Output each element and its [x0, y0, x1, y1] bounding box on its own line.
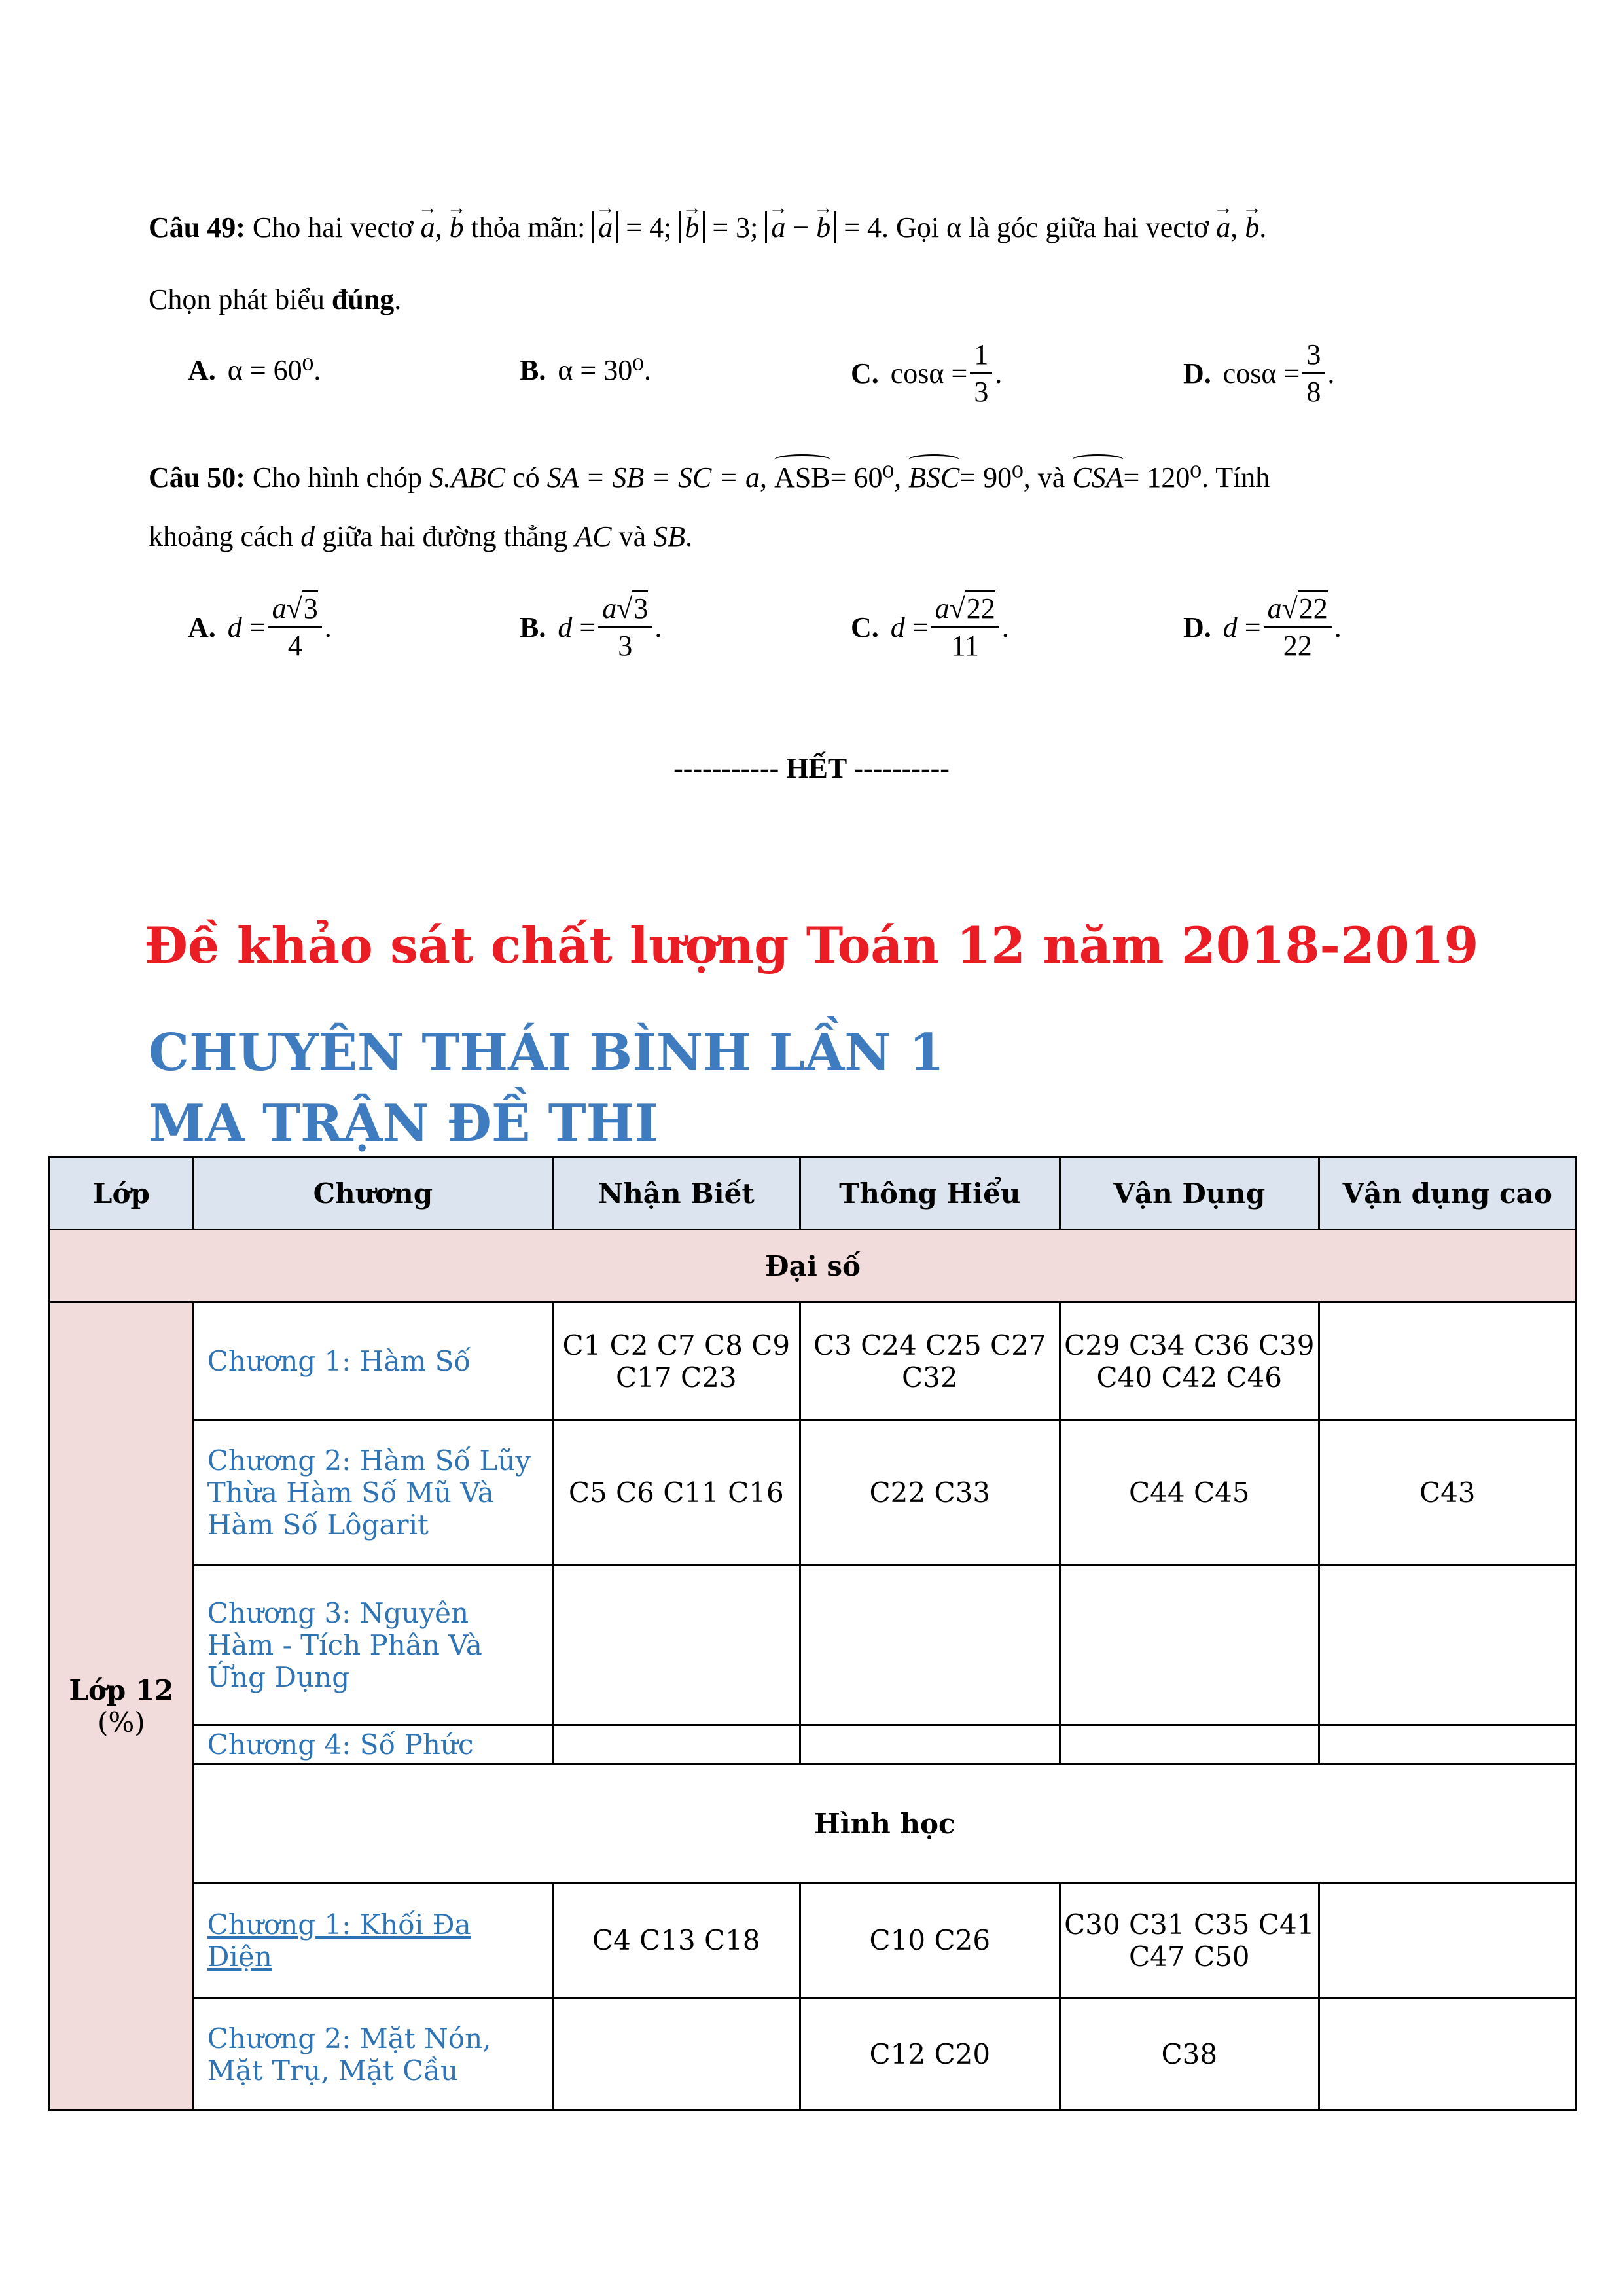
q50-option-c: C. d = $\frac{a√22}{11}$ . [851, 591, 1009, 664]
option-letter: D. [1183, 357, 1211, 389]
van-dung-cao-cell [1319, 1883, 1576, 1998]
angle-csa-value: = 120⁰ [1123, 461, 1202, 493]
question-49: Câu 49: Cho hai vectơ → a, → b thỏa mãn: → a = 4; → b = 3; → a − → b = 4. Gọi α là góc giữa hai vectơ → a, → b. [149, 208, 1497, 247]
nhan-biet-cell [553, 1998, 800, 2111]
q50-text2: có [512, 461, 540, 493]
q50-d: d [300, 520, 315, 552]
table-row [50, 1420, 1577, 1566]
thong-hieu-cell: C10 C26 [800, 1883, 1060, 1998]
q49-line2-text: Chọn phát biểu [149, 283, 332, 315]
angle-csa: CSA [1072, 458, 1123, 497]
nhan-biet-cell [553, 1566, 800, 1725]
end-marker: ----------- HẾT ---------- [673, 752, 950, 784]
van-dung-cell: C29 C34 C36 C39 C40 C42 C46 [1060, 1302, 1319, 1420]
nhan-biet-cell: C5 C6 C11 C16 [553, 1420, 800, 1566]
frac-den: 3 [974, 376, 989, 408]
thong-hieu-cell [800, 1566, 1060, 1725]
radicand: 3 [632, 590, 648, 624]
radicand: 22 [1298, 590, 1328, 624]
option-expr: α = 60⁰. [227, 354, 321, 386]
chapter-cell: Chương 4: Số Phức [193, 1725, 552, 1765]
radicand: 3 [302, 590, 318, 624]
lop-sub: (%) [98, 1706, 145, 1738]
header-van-dung-cao: Vận dụng cao [1319, 1157, 1576, 1230]
header-chuong: Chương [193, 1157, 552, 1230]
frac-a: a [1267, 592, 1282, 624]
q50-eq: SA = SB = SC = a [546, 461, 760, 493]
van-dung-cao-cell [1319, 1566, 1576, 1725]
chapter-cell: Chương 2: Mặt Nón, Mặt Trụ, Mặt Cầu [193, 1998, 552, 2111]
van-dung-cell: C44 C45 [1060, 1420, 1319, 1566]
exam-matrix-table [48, 1156, 1577, 2111]
table-row [50, 1302, 1577, 1420]
chapter-link[interactable]: Chương 1: Khối Đa Diện [207, 1908, 471, 1973]
option-expr: α = 30⁰. [558, 354, 651, 386]
table-row [50, 1725, 1577, 1765]
matrix-title: MA TRẬN ĐỀ THI [149, 1094, 658, 1153]
angle-bsc: BSC [908, 458, 959, 497]
option-letter: A. [188, 611, 216, 643]
option-letter: C. [851, 357, 879, 389]
lop-12-cell [50, 1302, 194, 2111]
exam-title: Đề khảo sát chất lượng Toán 12 năm 2018-2019 [144, 916, 1479, 975]
header-van-dung: Vận Dụng [1060, 1157, 1319, 1230]
question-50: Câu 50: Cho hình chóp S.ABC có SA = SB = SC = a, ASB= 60⁰, BSC= 90⁰, và CSA= 120⁰. Tính [149, 458, 1497, 497]
nhan-biet-cell: C4 C13 C18 [553, 1883, 800, 1998]
chapter-cell [193, 1883, 552, 1998]
van-dung-cao-cell [1319, 1302, 1576, 1420]
q50-option-b: B. d = $\frac{a√3}{3}$ . [520, 591, 662, 664]
thong-hieu-cell [800, 1725, 1060, 1765]
q50-tail: . Tính [1202, 461, 1270, 493]
section-dai-so: Đại số [50, 1230, 1577, 1302]
angle-asb: ASB [774, 458, 830, 497]
frac-den: 8 [1306, 376, 1321, 408]
q49-text2: thỏa mãn: [471, 211, 586, 243]
q50-pyramid: S.ABC [429, 461, 506, 493]
q49-bold-word: đúng [331, 283, 395, 315]
q49-text: Cho hai vectơ [252, 211, 414, 243]
q50-line2: khoảng cách d giữa hai đường thẳng AC và SB. [149, 520, 693, 552]
q50-and: , và [1023, 461, 1065, 493]
table-row [50, 1566, 1577, 1725]
thong-hieu-cell: C22 C33 [800, 1420, 1060, 1566]
q49-option-c: C. cosα = $\frac{1}{3}$ . [851, 337, 1002, 410]
nhan-biet-cell: C1 C2 C7 C8 C9 C17 C23 [553, 1302, 800, 1420]
table-row [50, 1883, 1577, 1998]
q49-text3: . Gọi α là góc giữa hai vectơ [882, 211, 1209, 243]
q50-line2-text2: giữa hai đường thẳng [322, 520, 568, 552]
q49-line2: Chọn phát biểu đúng. [149, 283, 402, 315]
van-dung-cell [1060, 1566, 1319, 1725]
q50-option-a: A. d = $\frac{a√3}{4}$ . [188, 591, 332, 664]
q50-text: Cho hình chóp [252, 461, 423, 493]
lop-label: Lớp 12 [69, 1674, 174, 1706]
van-dung-cao-cell [1319, 1998, 1576, 2111]
van-dung-cell: C38 [1060, 1998, 1319, 2111]
van-dung-cell: C30 C31 C35 C41 C47 C50 [1060, 1883, 1319, 1998]
option-letter: D. [1183, 611, 1211, 643]
nhan-biet-cell [553, 1725, 800, 1765]
q49-option-d: D. cosα = $\frac{3}{8}$ . [1183, 337, 1334, 410]
frac-a: a [935, 592, 950, 624]
angle-asb-value: = 60⁰ [830, 461, 895, 493]
section-hinh-hoc: Hình học [193, 1765, 1576, 1883]
van-dung-cao-cell: C43 [1319, 1420, 1576, 1566]
frac-den: 11 [951, 630, 979, 662]
table-header-row [50, 1157, 1577, 1230]
frac-den: 22 [1283, 630, 1312, 662]
option-expr: cosα = [1222, 357, 1300, 389]
thong-hieu-cell: C3 C24 C25 C27 C32 [800, 1302, 1060, 1420]
q50-sb: SB [653, 520, 686, 552]
frac-num: 1 [970, 337, 992, 374]
frac-den: 3 [618, 630, 633, 662]
frac-a: a [602, 592, 617, 624]
option-letter: B. [520, 354, 546, 386]
angle-bsc-value: = 90⁰ [959, 461, 1024, 493]
option-letter: B. [520, 611, 546, 643]
option-expr: cosα = [890, 357, 968, 389]
option-letter: C. [851, 611, 879, 643]
van-dung-cell [1060, 1725, 1319, 1765]
q50-ac: AC [575, 520, 612, 552]
frac-den: 4 [287, 630, 302, 662]
header-thong-hieu: Thông Hiểu [800, 1157, 1060, 1230]
school-title: CHUYÊN THÁI BÌNH LẦN 1 [149, 1023, 944, 1083]
q50-label: Câu 50: [149, 461, 245, 493]
van-dung-cao-cell [1319, 1725, 1576, 1765]
radicand: 22 [965, 590, 995, 624]
q49-option-a [188, 353, 321, 387]
option-letter: A. [188, 354, 216, 386]
frac-a: a [272, 592, 287, 624]
q50-line2-text: khoảng cách [149, 520, 294, 552]
header-lop: Lớp [50, 1157, 194, 1230]
chapter-cell: Chương 1: Hàm Số [193, 1302, 552, 1420]
header-nhan-biet: Nhận Biết [553, 1157, 800, 1230]
q50-va: và [618, 520, 647, 552]
thong-hieu-cell: C12 C20 [800, 1998, 1060, 2111]
q50-option-d: D. d = $\frac{a√22}{22}$ . [1183, 591, 1342, 664]
table-row [50, 1998, 1577, 2111]
chapter-cell: Chương 2: Hàm Số Lũy Thừa Hàm Số Mũ Và Hàm Số Lôgarit [193, 1420, 552, 1566]
q49-option-b [520, 353, 651, 387]
chapter-cell: Chương 3: Nguyên Hàm - Tích Phân Và Ứng Dụng [193, 1566, 552, 1725]
frac-num: 3 [1302, 337, 1325, 374]
q49-label: Câu 49: [149, 211, 245, 243]
